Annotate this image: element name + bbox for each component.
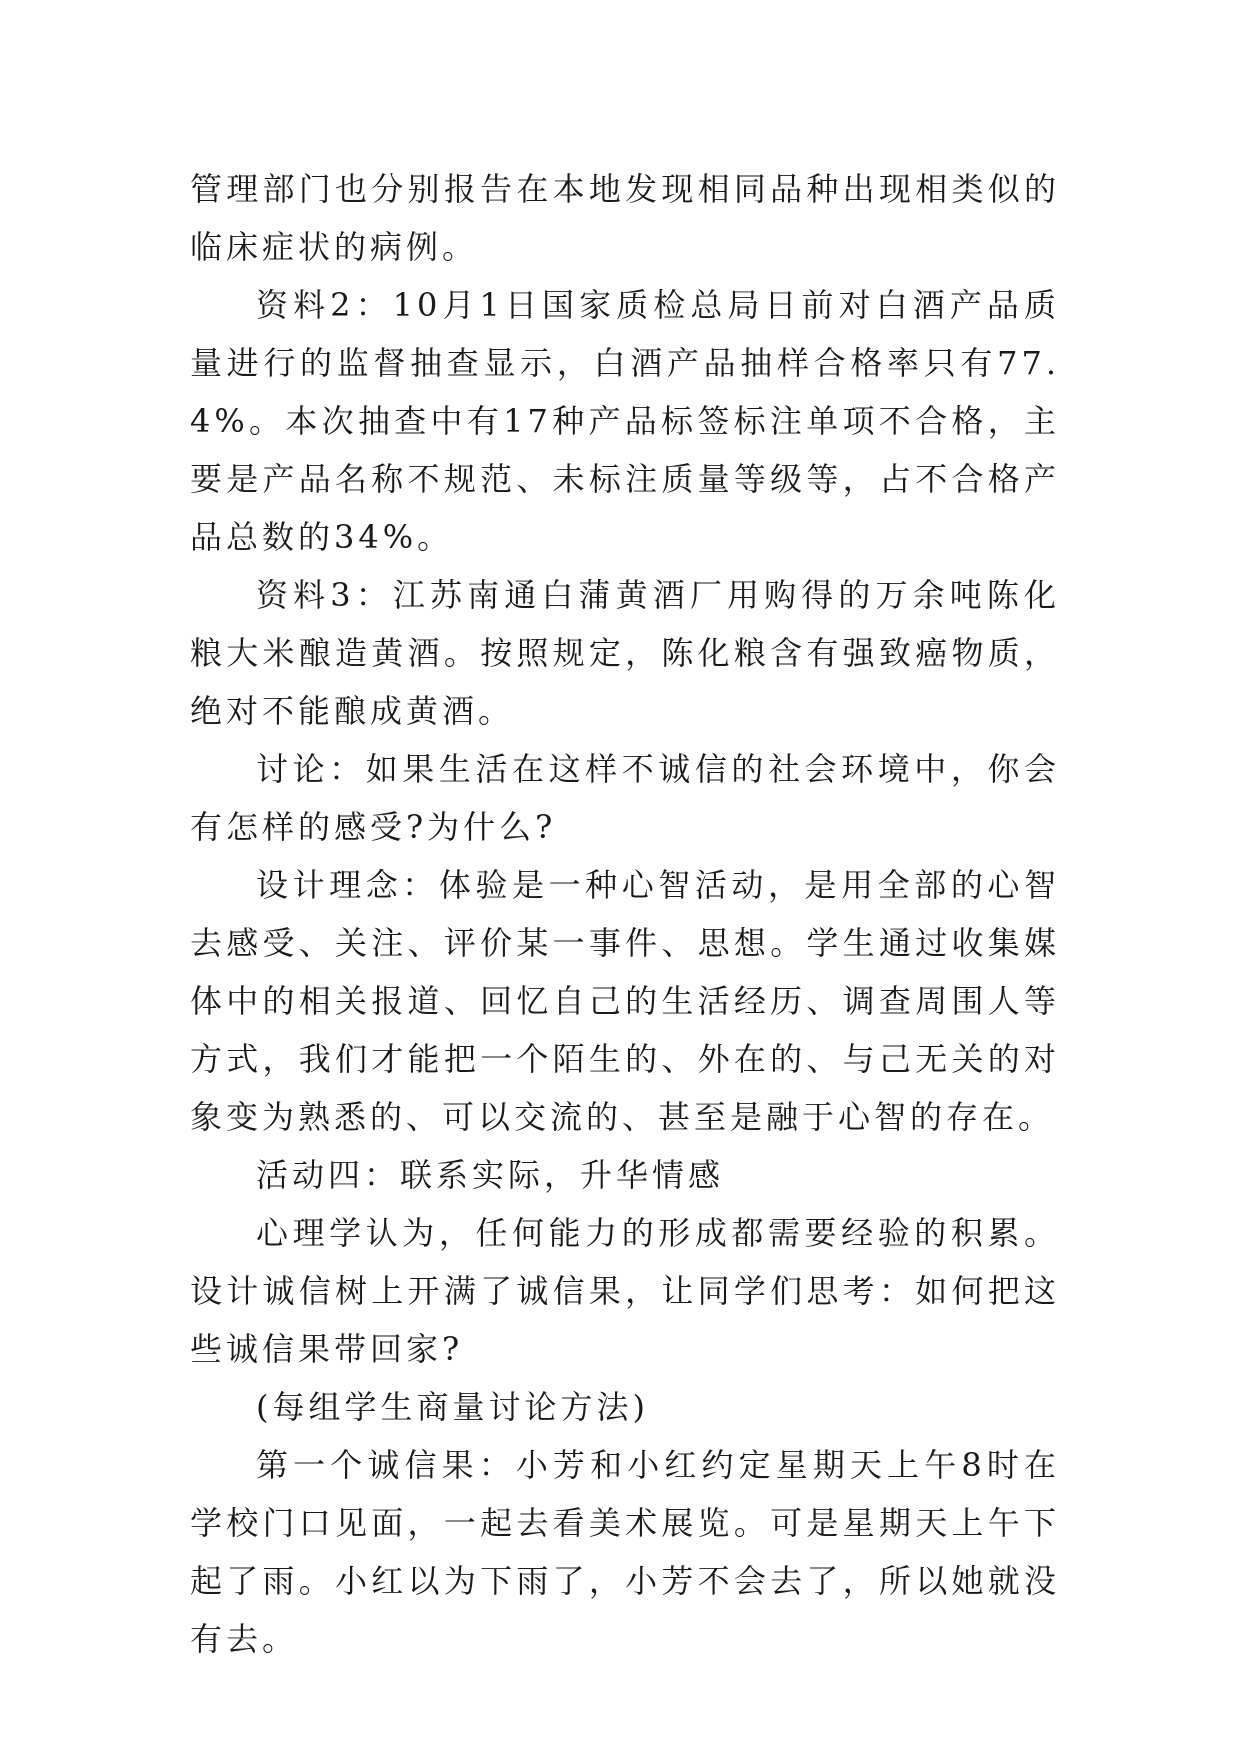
paragraph-5: 设计理念：体验是一种心智活动，是用全部的心智去感受、关注、评价某一事件、思想。学生通过收集媒体中的相关报道、回忆自己的生活经历、调查周围人等方式，我们才能把一个陌生的、外在的、与己无关的对象变为熟悉的、可以交流的、甚至是融于心智的存在。 — [190, 866, 1060, 1136]
section-heading-activity-4: 活动四：联系实际，升华情感 — [256, 1156, 725, 1194]
paragraph-3: 资料3：江苏南通白蒲黄酒厂用购得的万余吨陈化粮大米酿造黄酒。按照规定，陈化粮含有强致癌物质，绝对不能酿成黄酒。 — [190, 576, 1060, 730]
paragraph-1: 管理部门也分别报告在本地发现相同品种出现相类似的临床症状的病例。 — [190, 170, 1060, 266]
paragraph-8: (每组学生商量讨论方法) — [256, 1388, 649, 1426]
paragraph-9: 第一个诚信果：小芳和小红约定星期天上午8时在学校门口见面，一起去看美术展览。可是星期天上午下起了雨。小红以为下雨了，小芳不会去了，所以她就没有去。 — [190, 1446, 1060, 1658]
paragraph-4: 讨论：如果生活在这样不诚信的社会环境中，你会有怎样的感受?为什么? — [190, 750, 1060, 846]
paragraph-7: 心理学认为，任何能力的形成都需要经验的积累。设计诚信树上开满了诚信果，让同学们思考：如何把这些诚信果带回家? — [190, 1214, 1060, 1368]
paragraph-2: 资料2：10月1日国家质检总局日前对白酒产品质量进行的监督抽查显示，白酒产品抽样合格率只有77.4%。本次抽查中有17种产品标签标注单项不合格，主要是产品名称不规范、未标注质量等级等，占不合格产品总数的34%。 — [190, 286, 1060, 556]
document-body — [190, 160, 1060, 1668]
